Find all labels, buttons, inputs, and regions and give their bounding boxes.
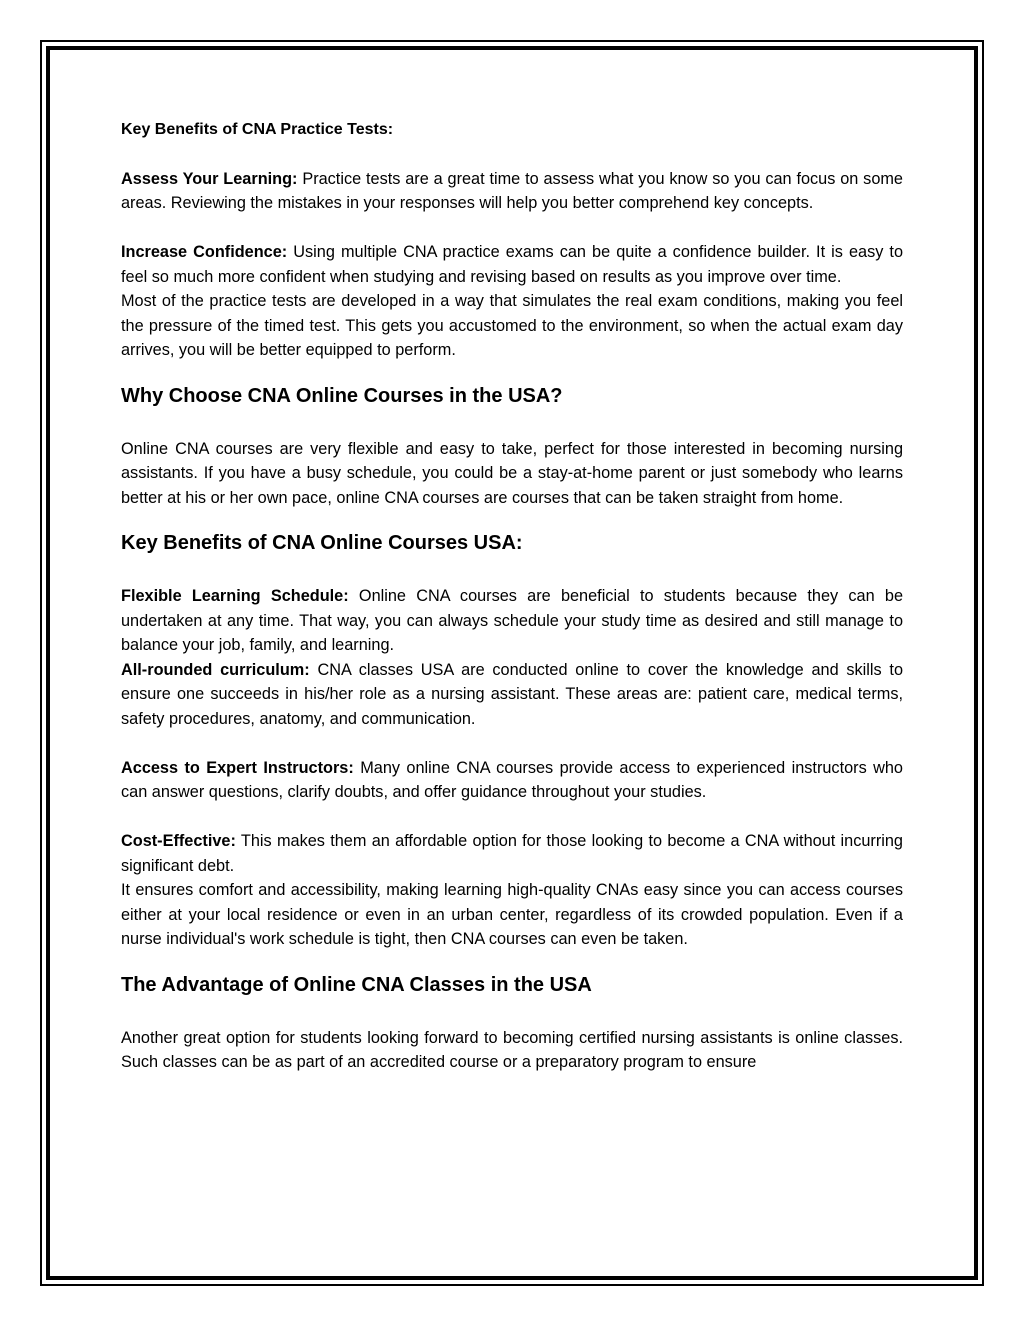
cost-label: Cost-Effective: <box>121 832 236 850</box>
practice-tests-heading: Key Benefits of CNA Practice Tests: <box>121 121 394 138</box>
cost-paragraph <box>121 829 903 878</box>
experts-label: Access to Expert Instructors: <box>121 758 354 777</box>
flexible-text: Online CNA courses are beneficial to students because they can be undertaken at any time. That way, you can always schedule your study time as desired and still manage to balance your job, family, and learning. <box>121 587 903 654</box>
experts-text: Many online CNA courses provide access to experienced instructors who can answer questions, clarify doubts, and offer guidance throughout your studies. <box>121 758 903 801</box>
online-benefits-heading: Key Benefits of CNA Online Courses USA: <box>121 532 523 554</box>
confidence-text: Using multiple CNA practice exams can be quite a confidence builder. It is easy to feel so much more confident when studying and revising based on results as you improve over time. <box>121 243 903 286</box>
assess-paragraph <box>121 167 903 216</box>
flexible-paragraph <box>121 584 903 658</box>
confidence-paragraph <box>121 240 903 289</box>
confidence-label: Increase Confidence: <box>121 243 288 261</box>
cost-text: This makes them an affordable option for those looking to become a CNA without incurring significant debt. <box>121 832 903 875</box>
experts-paragraph <box>121 756 903 805</box>
curriculum-paragraph <box>121 658 903 732</box>
curriculum-text: CNA classes USA are conducted online to cover the knowledge and skills to ensure one succeeds in his/her role as a nursing assistant. These areas are: patient care, medical terms, safety procedures, anatomy, and communication. <box>121 660 904 728</box>
why-choose-heading: Why Choose CNA Online Courses in the USA? <box>121 384 563 407</box>
flexible-label: Flexible Learning Schedule: <box>121 587 349 605</box>
why-choose-paragraph: Online CNA courses are very flexible and easy to take, perfect for those interested in becoming nursing assistants. If you have a busy schedule, you could be a stay-at-home parent or just somebody who learns better at his or her own pace, online CNA courses are courses that can be taken straight from home. <box>121 439 903 507</box>
curriculum-label: All-rounded curriculum: <box>121 660 310 679</box>
comfort-paragraph: It ensures comfort and accessibility, making learning high-quality CNAs easy since you can access courses either at your local residence or even in an urban center, regardless of its crowded population. Even if a nurse individual's work schedule is tight, then CNA courses can even be taken. <box>121 881 903 948</box>
document-body <box>121 118 903 1075</box>
advantage-paragraph: Another great option for students looking forward to becoming certified nursing assistants is online classes. Such classes can be as part of an accredited course or a preparatory program to ensure <box>121 1028 903 1071</box>
assess-label: Assess Your Learning: <box>121 169 298 188</box>
assess-text: Practice tests are a great time to assess what you know so you can focus on some areas. Reviewing the mistakes in your responses will help you better comprehend key concepts. <box>121 169 903 212</box>
simulation-paragraph: Most of the practice tests are developed in a way that simulates the real exam conditions, making you feel the pressure of the timed test. This gets you accustomed to the environment, so when the actual exam day arrives, you will be better equipped to perform. <box>121 292 903 359</box>
advantage-heading: The Advantage of Online CNA Classes in the USA <box>121 973 592 996</box>
